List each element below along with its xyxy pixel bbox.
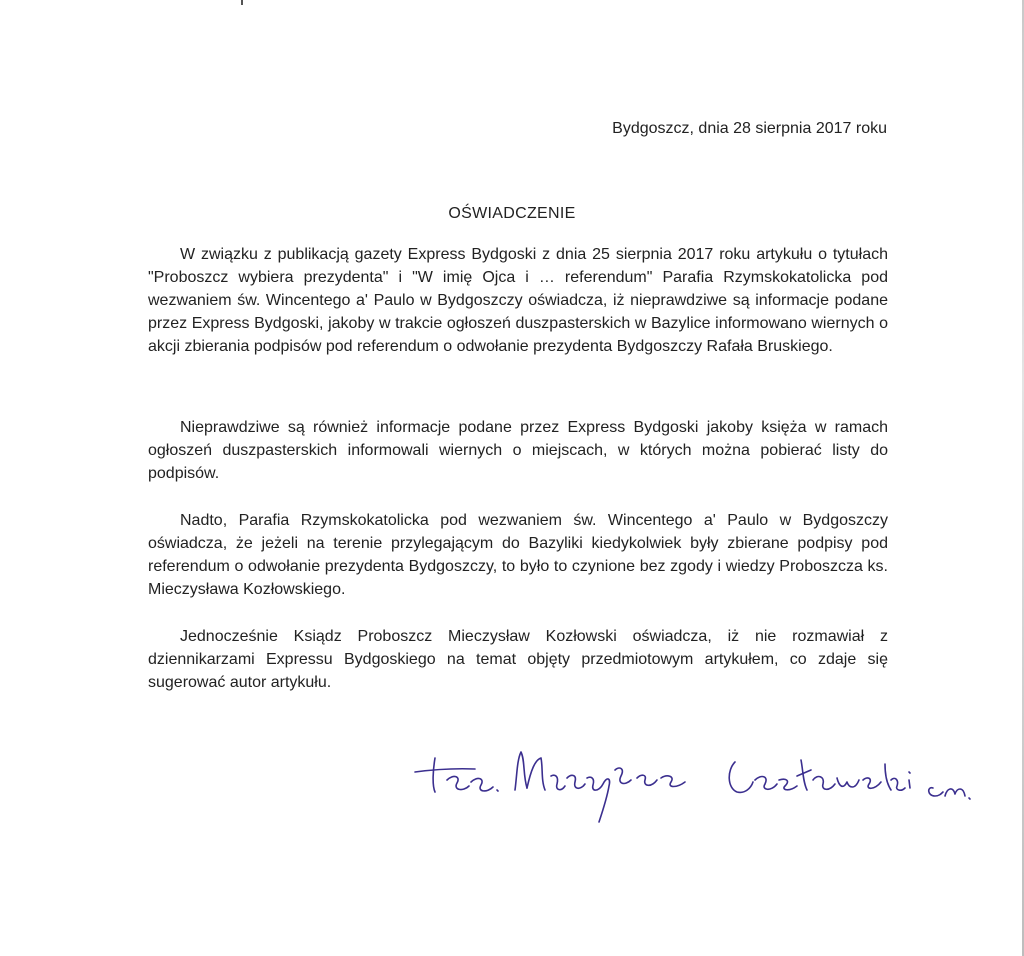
document-title: OŚWIADCZENIE: [448, 205, 576, 222]
scan-artifact: [241, 0, 243, 5]
paragraph-4: Jednocześnie Ksiądz Proboszcz Mieczysław Kozłowski oświadcza, iż nie rozmawiał z dziennikarzami Expressu Bydgoskiego na temat objęty przedmiotowym artykułem, co zdaje się sugerować autor artykułu.: [148, 628, 888, 691]
handwritten-signature: [405, 730, 975, 830]
paragraph-1: W związku z publikacją gazety Express Bydgoski z dnia 25 sierpnia 2017 roku artykułu o tytułach "Proboszcz wybiera prezydenta" i "W imię Ojca i … referendum" Parafia Rzymskokatolicka pod wezwaniem św. Wincentego a' Paulo w Bydgoszczy oświadcza, iż nieprawdziwe są informacje podane przez Express Bydgoski, jakoby w trakcie ogłoszeń duszpasterskich w Bazylice informowano wiernych o akcji zbierania podpisów pod referendum o odwołanie prezydenta Bydgoszczy Rafała Bruskiego.: [148, 246, 888, 355]
paragraph-2: Nieprawdziwe są również informacje podane przez Express Bydgoski jakoby księża w ramach ogłoszeń duszpasterskich informowali wiernych o miejscach, w których można pobierać listy do podpisów.: [148, 419, 888, 482]
paragraph-3: Nadto, Parafia Rzymskokatolicka pod wezwaniem św. Wincentego a' Paulo w Bydgoszczy oświadcza, że jeżeli na terenie przylegającym do Bazyliki kiedykolwiek były zbierane podpisy pod referendum o odwołanie prezydenta Bydgoszczy, to było to czynione bez zgody i wiedzy Proboszcza ks. Mieczysława Kozłowskiego.: [148, 512, 888, 598]
date-line: Bydgoszcz, dnia 28 sierpnia 2017 roku: [612, 120, 887, 137]
